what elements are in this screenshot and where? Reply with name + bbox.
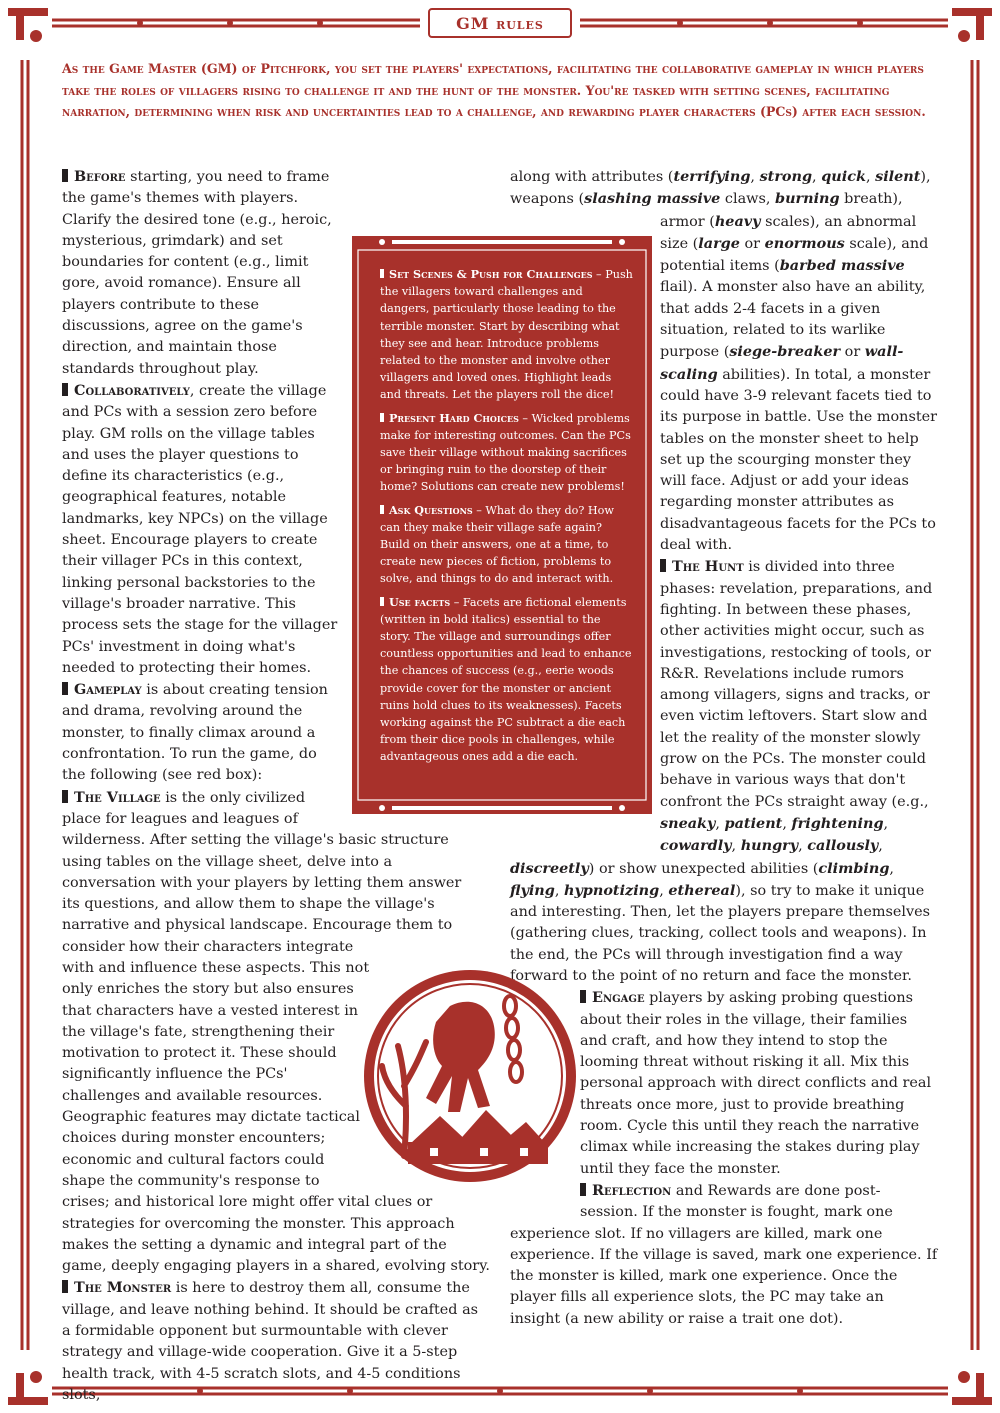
bullet-mark <box>660 559 666 572</box>
box-bullet-mark <box>380 413 384 422</box>
bullet-mark <box>580 990 586 1003</box>
monster-paragraph: The Monster is here to destroy them all, consume the village, and leave nothing behind. It should be crafted as a formidable opponent but surmountable with clever strategy and village-wide cooperation. Give it a 5-step health track, with 4-5 scratch slots, and 4-5 conditions slots, <box>62 1279 479 1403</box>
attributes-paragraph: along with attributes (terrifying, strong, quick, silent), weapons (slashing massive claws, burning breath), armor (heavy scales), an abnormal size (large or enormous scale), and potential items (barbed massive flail). A monster also have an ability, that adds 2-4 facets in a given situation, related to its warlike purpose (siege-breaker or wall-scaling abilities). In total, a monster could have 3-9 relevant facets tied to its purpose in battle. Use the monster tables on the monster sheet to help set up the scourging monster they will face. Adjust or add your ideas regarding monster attributes as disadvantageous facets for the PCs to deal with. <box>510 168 938 554</box>
bullet-mark <box>62 383 68 396</box>
bullet-mark <box>62 682 68 695</box>
box-bullet-mark <box>380 597 384 606</box>
engage-paragraph: Engage players by asking probing questions about their roles in the village, their families and craft, and how they intend to stop the looming threat without risking it all. Mix this personal approach with direct conflicts and real threats once more, just to provide breathing room. Cycle this until they reach the narrative climax while increasing the stakes during play until they face the monster. <box>580 989 932 1177</box>
collaboratively-paragraph: Collaboratively, create the village and PCs with a session zero before play. GM rolls on the village tables and uses the player questions to define its characteristics (e.g., geographical features, notable landmarks, key NPCs) on the village sheet. Encourage players to create their villager PCs in this context, linking personal backstories to the village's broader narrative. This process sets the stage for the villager PCs' investment in doing what's needed to protecting their homes. <box>62 381 338 676</box>
box-item-use-facets: Use facets – Facets are fictional elements (written in bold italics) essential to the story. The village and surroundings offer countless opportunities and lead to enhance the chances of success (e.g., eerie woods provide cover for the monster or ancient ruins hold clues to its weaknesses). Facets working against the PC subtract a die each from their dice pools in challenges, while advantageous ones add a die each. <box>380 594 632 764</box>
bullet-mark <box>62 1280 68 1293</box>
reflection-paragraph: Reflection and Rewards are done post-session. If the monster is fought, mark one experience slot. If no villagers are killed, mark one experience. If the village is saved, mark one experience. If the monster is killed, mark one experience. Once the player fills all experience slots, the PC may take an insight (a new ability or raise a trait one dot). <box>510 1181 938 1327</box>
monster-claw-emblem <box>360 966 580 1186</box>
gm-actions-box <box>352 236 652 814</box>
box-bullet-mark <box>380 269 384 278</box>
bullet-mark <box>62 790 68 803</box>
gameplay-paragraph: Gameplay is about creating tension and drama, revolving around the monster, to finally climax around a confrontation. To run the game, do the following (see red box): <box>62 681 328 784</box>
bullet-mark <box>580 1183 586 1196</box>
box-item-set-scenes: Set Scenes & Push for Challenges – Push the villagers toward challenges and dangers, particularly those leading to the terrible monster. Start by describing what they see and hear. Introduce problems related to the monster and involve other villagers and loved ones. Highlight leads and threats. Let the players roll the dice! <box>380 267 633 402</box>
bullet-mark <box>62 169 68 182</box>
intro-paragraph: As the Game Master (GM) of Pitchfork, you set the players' expectations, facilitating the collaborative gameplay in which players take the roles of villagers rising to challenge it and the hunt of the monster. You're tasked with setting scenes, facilitating narration, determining when risk and uncertainties lead to a challenge, and rewarding player characters (PCs) after each session. <box>62 61 926 119</box>
hunt-paragraph: The Hunt is divided into three phases: revelation, preparations, and fighting. In between these phases, other activities might occur, such as investigations, restocking of tools, or R&R. Revelations include rumors among villagers, signs and tracks, or even victim leftovers. Start slow and let the reality of the monster slowly grow on the PCs. The monster could behave in various ways that don't confront the PCs straight away (e.g., sneaky, patient, frightening, cowardly, hungry, callously, discreetly) or show unexpected abilities (climbing, flying, hypnotizing, ethereal), so try to make it unique and interesting. Then, let the players prepare themselves (gathering clues, tracking, collect tools and weapons). In the end, the PCs will through investigation find a way forward to the point of no return and face the monster. <box>510 558 933 984</box>
page-title: GM rules <box>428 8 572 38</box>
box-item-ask-questions: Ask Questions – What do they do? How can they make their village safe again? Build on their answers, one at a time, to create new pieces of fiction, problems to solve, and things to do and interact with. <box>380 502 614 586</box>
box-bullet-mark <box>380 505 384 514</box>
village-paragraph: The Village is the only civilized place for leagues and leagues of wilderness. After setting the village's basic structure using tables on the village sheet, delve into a conversation with your players by letting them answer its questions, and allow them to shape the village's narrative and physical landscape. Encourage them to consider how their characters integrate with and influence these aspects. This not only enriches the story but also ensures that characters have a vested interest in the village's fate, strengthening their motivation to protect it. These should significantly influence the PCs' challenges and available resources. Geographic features may dictate tactical choices during monster encounters; economic and cultural factors could shape the community's response to crises; and historical lore might offer vital clues or strategies for overcoming the monster. This approach makes the setting a dynamic and integral part of the game, deeply engaging players in a shared, evolving story. <box>62 788 490 1275</box>
box-item-hard-choices: Present Hard Choices – Wicked problems make for interesting outcomes. Can the PCs save their village without making sacrifices or bringing ruin to the doorstep of their home? Solutions can create new problems! <box>380 410 631 494</box>
before-paragraph: Before starting, you need to frame the game's themes with players. Clarify the desired tone (e.g., heroic, mysterious, grimdark) and set boundaries for content (e.g., limit gore, avoid romance). Ensure all players contribute to these discussions, agree on the game's direction, and maintain those standards throughout play. <box>62 168 332 377</box>
